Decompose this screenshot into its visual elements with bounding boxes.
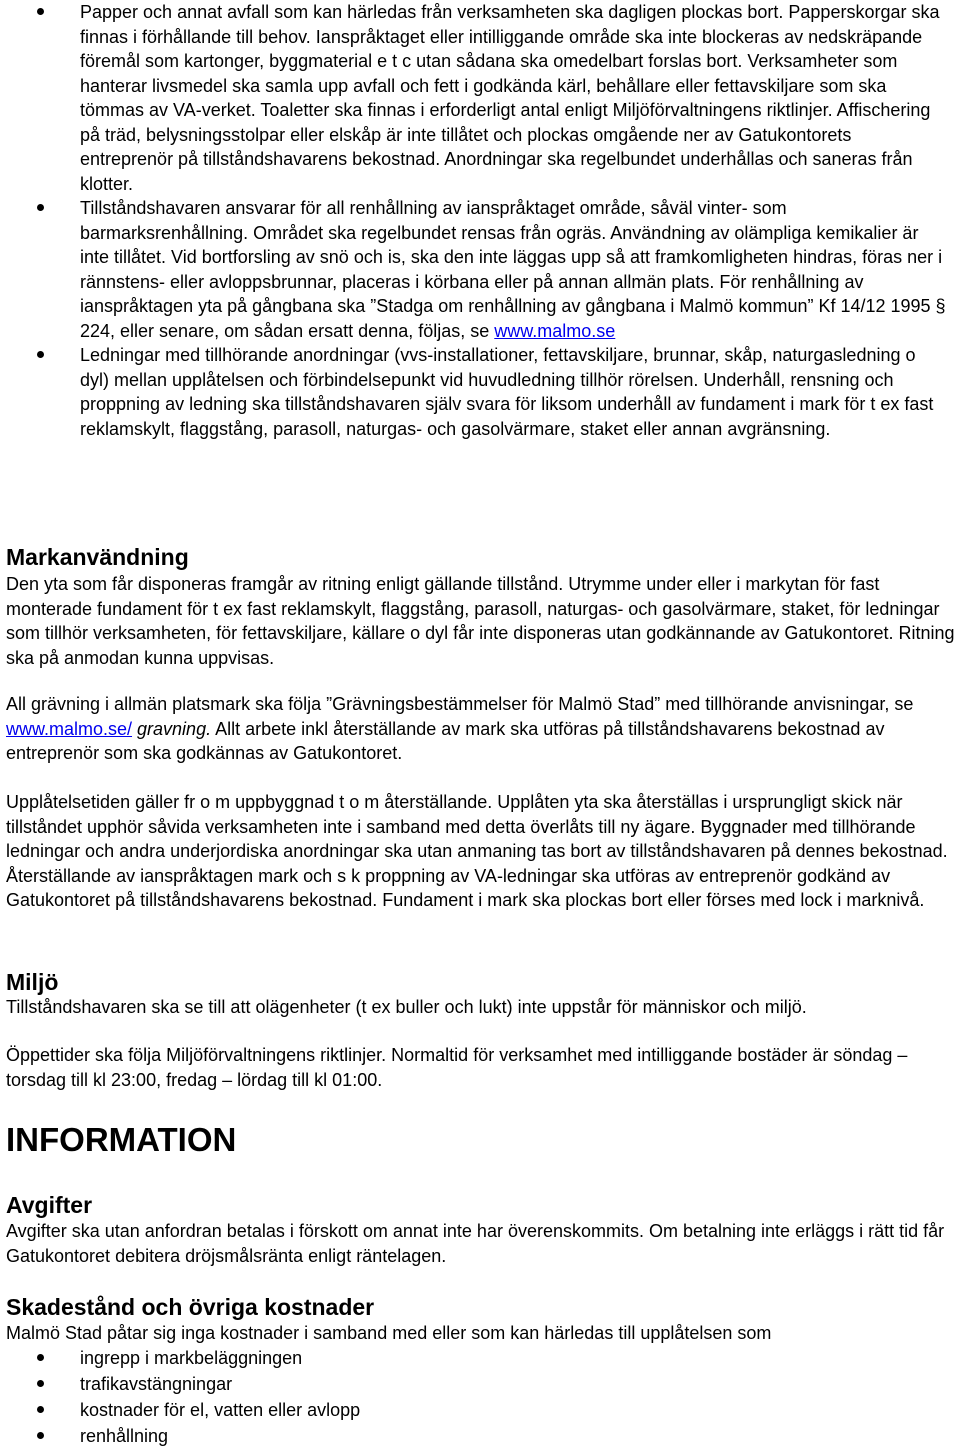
list-item — [0, 1398, 960, 1424]
list-item — [0, 1424, 960, 1450]
section-heading-skadestand: Skadestånd och övriga kostnader — [6, 1294, 375, 1320]
bullet-icon — [37, 1406, 44, 1413]
list-item — [0, 196, 960, 343]
list-item-text: Papper och annat avfall som kan härledas från verksamheten ska dagligen plockas bort. Papperskorgar ska finnas i förhållande till behov. Ianspråktaget eller intilliggande område ska inte blockeras av nedskräpande föremål som kartonger, byggmaterial e t c utan sådana ska omedelbart forslas bort. Verksamheter som hanterar livsmedel ska samla upp avfall och fett i godkända kärl, behållare eller fettavskiljare som ska tömmas av VA-verket. Toaletter ska finnas i erforderligt antal enligt Miljöförvaltningens riktlinjer. Affischering på träd, belysningsstolpar eller elskåp är inte tillåtet och plockas omgående ner av Gatukontorets entreprenör på tillståndshavarens bekostnad. Anordningar ska regelbundet underhållas och saneras från klotter. — [80, 2, 940, 194]
paragraph: Malmö Stad påtar sig inga kostnader i samband med eller som kan härledas till upplåtelsen som — [6, 1323, 772, 1343]
bullet-icon — [37, 204, 44, 211]
bullet-icon — [37, 1354, 44, 1361]
section-heading-markanvandning: Markanvändning — [6, 544, 189, 570]
list-item — [0, 1346, 960, 1372]
bullet-icon — [37, 1432, 44, 1439]
paragraph — [6, 692, 956, 766]
paragraph: Upplåtelsetiden gäller fr o m uppbyggnad t o m återställande. Upplåten yta ska återställas i ursprungligt skick när tillståndet upphör såvida verksamheten inte i samband med detta överlåts till ny ägare. Byggnader med tillhörande ledningar och andra underjordiska anordningar ska utan anmaning tas bort av tillståndshavaren på dennes bekostnad. Återställande av ianspråktagen mark och s k proppning av VA-ledningar ska utföras av entreprenör godkänd av Gatukontoret på tillståndshavarens bekostnad. Fundament i mark ska plockas bort eller förses med lock i marknivå. — [6, 792, 948, 910]
page-heading-information: INFORMATION — [6, 1121, 237, 1158]
section-heading-miljo: Miljö — [6, 969, 59, 995]
paragraph: Den yta som får disponeras framgår av ritning enligt gällande tillstånd. Utrymme under eller i markytan för fast monterade fundament för t ex fast reklamskylt, flaggstång, parasoll, naturgas- och gasolvärmare, staket, för ledningar som tillhör verksamheten, för fettavskiljare, källare o dyl får inte disponeras utan godkännande av Gatukontoret. Ritning ska på anmodan kunna uppvisas. — [6, 574, 955, 668]
paragraph: Öppettider ska följa Miljöförvaltningens riktlinjer. Normaltid för verksamhet med intilliggande bostäder är söndag – torsdag till kl 23:00, fredag – lördag till kl 01:00. — [6, 1045, 908, 1090]
list-item — [0, 343, 960, 441]
list-item — [0, 0, 960, 196]
section-heading-avgifter: Avgifter — [6, 1192, 93, 1218]
malmo-gravning-link[interactable]: www.malmo.se/ — [6, 718, 133, 739]
bullet-icon — [37, 1380, 44, 1387]
paragraph: Avgifter ska utan anfordran betalas i förskott om annat inte har överenskommits. Om betalning inte erläggs i rätt tid får Gatukontoret debitera dröjsmålsränta enligt räntelagen. — [6, 1221, 945, 1266]
list-item-text: renhållning — [80, 1426, 169, 1446]
list-item-text: ingrepp i markbeläggningen — [80, 1348, 303, 1368]
bullet-icon — [37, 8, 44, 15]
paragraph-text: Allt arbete inkl återställande av mark ska utföras på tillståndshavarens bekostnad av entreprenör som ska godkännas av Gatukontoret. — [6, 718, 885, 763]
list-item — [0, 1372, 960, 1398]
cost-bullet-list — [0, 1346, 960, 1450]
list-item-text: Ledningar med tillhörande anordningar (vvs-installationer, fettavskiljare, brunnar, skåp, naturgasledning o dyl) mellan upplåtelsen och förbindelsepunkt vid huvudledning tillhör rörelsen. Underhåll, rensning och proppning av ledning ska tillståndshavaren själv svara för liksom underhåll av fundament i mark för t ex fast reklamskylt, flaggstång, parasoll, naturgas- och gasolvärmare, staket eller annan avgränsning. — [80, 345, 934, 439]
paragraph-italic-text: gravning. — [132, 718, 212, 739]
bullet-icon — [37, 351, 44, 358]
malmo-link[interactable]: www.malmo.se — [494, 320, 616, 341]
paragraph-text: All grävning i allmän platsmark ska följa ”Grävningsbestämmelser för Malmö Stad” med tillhörande anvisningar, se — [6, 694, 914, 714]
rules-bullet-list — [0, 0, 960, 441]
list-item-text: Tillståndshavaren ansvarar för all renhållning av ianspråktaget område, såväl vinter- som barmarksrenhållning. Området ska regelbundet rensas från ogräs. Användning av olämpliga kemikalier är inte tillåtet. Vid bortforsling av snö och is, ska den inte läggas upp så att framkomligheten hindras, föras ner i rännstens- eller avloppsbrunnar, placeras i körbana eller på annan allmän plats. För renhållning av ianspråktagen yta på gångbana ska ”Stadga om renhållning av gångbana i Malmö kommun” Kf 14/12 1995 § 224, eller senare, om sådan ersatt denna, följas, se — [80, 198, 946, 341]
paragraph: Tillståndshavaren ska se till att olägenheter (t ex buller och lukt) inte uppstår för människor och miljö. — [6, 997, 807, 1017]
list-item-text: trafikavstängningar — [80, 1374, 233, 1394]
list-item-text: kostnader för el, vatten eller avlopp — [80, 1400, 361, 1420]
